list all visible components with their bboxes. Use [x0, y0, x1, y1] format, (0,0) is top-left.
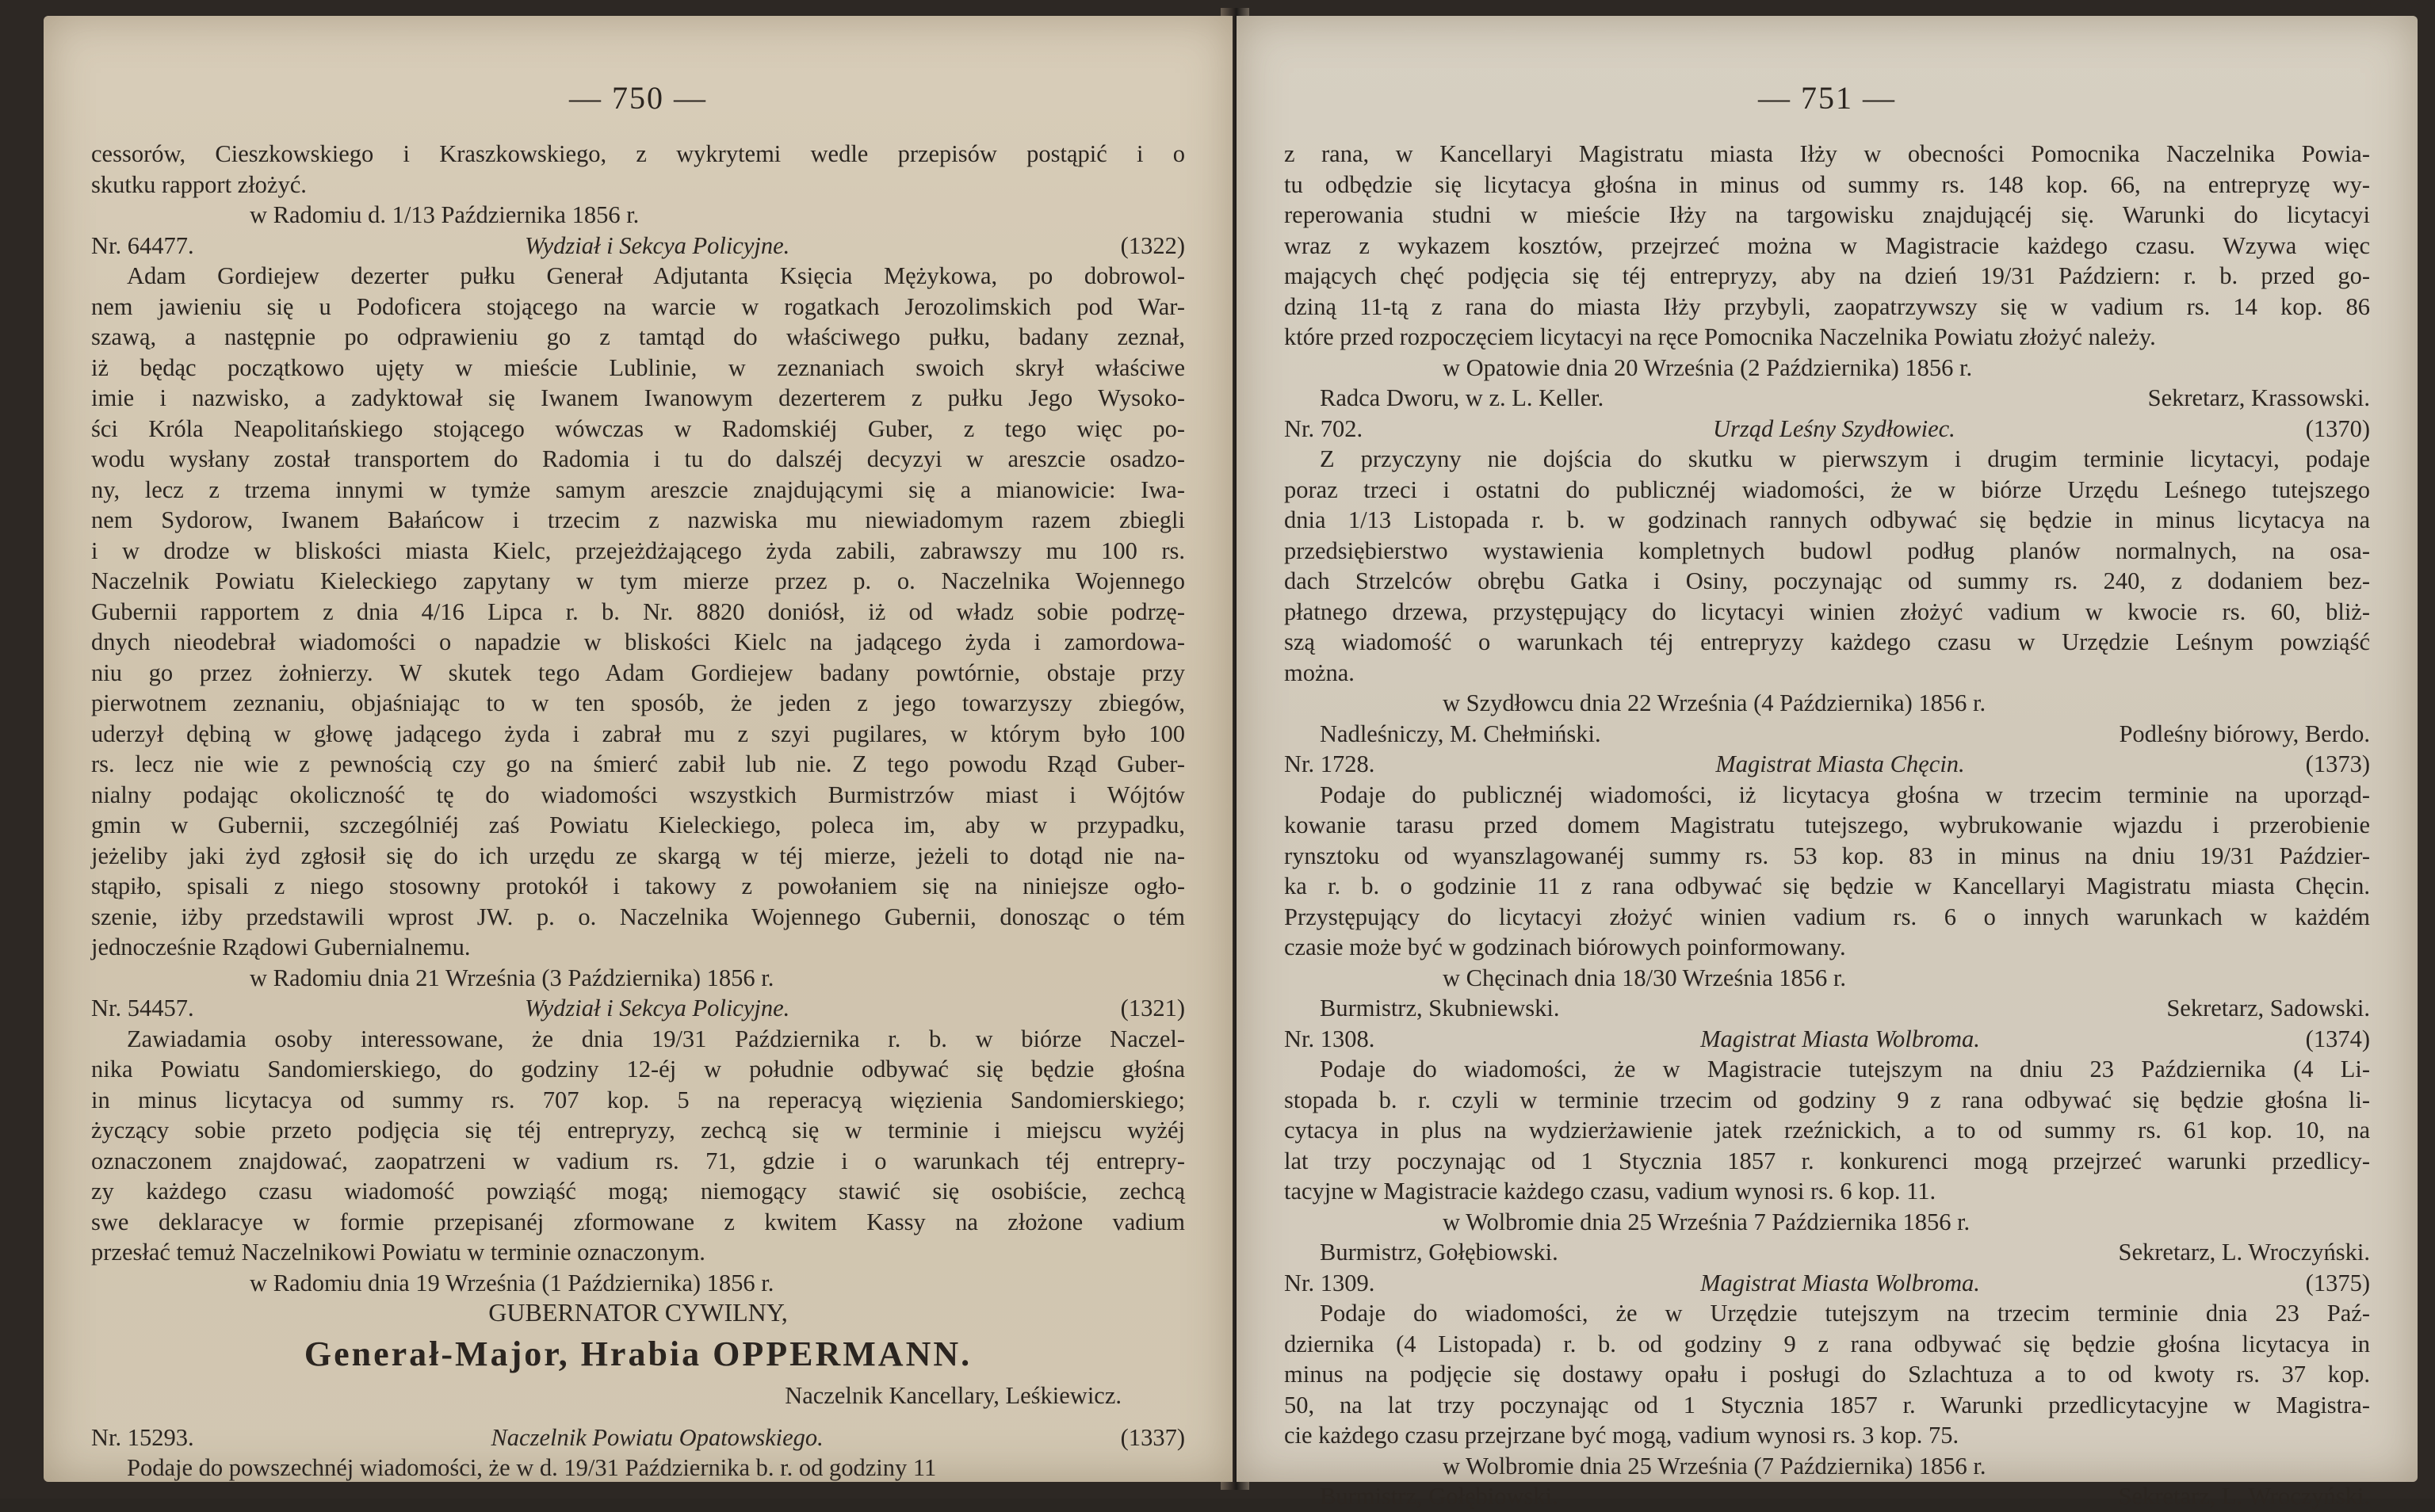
text-block	[91, 1453, 1185, 1483]
page-number-right: — 751 —	[1758, 80, 1896, 116]
text-line: ny, lecz z trzema innymi w tymże samym areszcie znajdującymi się a mianowicie: Iwa-	[91, 475, 1185, 503]
text-line: ści Króla Neapolitańskiego stojącego wówczas w Radomskiéj Guber, z tego więc po-	[91, 414, 1185, 442]
signatory-right: Sekretarz, Sadowski.	[2166, 995, 2370, 1021]
notice-header	[1284, 414, 2370, 445]
notice-number: Nr. 1309.	[1284, 1269, 1375, 1296]
text-line: nem jawieniu się u Podoficera stojącego na warcie w rogatkach Jerozolimskich pod War-	[91, 292, 1185, 320]
text-line: gmin w Gubernii, szczególniéj zaś Powiatu Kieleckiego, poleca im, aby w przypadku,	[91, 811, 1185, 838]
text-block	[1284, 1054, 2370, 1207]
place-date: w Radomiu dnia 21 Września (3 Października) 1856 r.	[250, 964, 774, 991]
place-date: w Opatowie dnia 20 Września (2 Października) 1856 r.	[1443, 353, 1973, 381]
notice-sequence: (1321)	[1120, 995, 1185, 1021]
place-date: w Chęcinach dnia 18/30 Września 1856 r.	[1443, 964, 1846, 991]
text-line: cytacya in plus na wydzierżawienie jatek rzeźnickich, a to od summy rs. 61 kop. 10, na	[1284, 1117, 2370, 1144]
text-line: 50, na lat trzy poczynając od 1 Stycznia 1857 r. Warunki przedlicytacyjne w Magistra-	[1284, 1391, 2370, 1418]
text-line: można.	[1284, 659, 1355, 686]
text-line: rynsztoku od wyanszlagowanéj summy rs. 53 kop. 83 in minus na dniu 19/31 Paździer-	[1284, 842, 2370, 869]
text-line: stąpiło, spisali z niego stosowny protokół i takowy z powołaniem się na niniejsze ogło-	[91, 872, 1185, 899]
text-line: tu odbędzie się licytacya głośna in minus od summy rs. 148 kop. 66, na entrepryzę wy-	[1284, 170, 2370, 198]
text-line: dnia 1/13 Listopada r. b. w godzinach rannych odbywać się będzie in minus licytacya na	[1284, 506, 2370, 533]
signature-line	[1284, 993, 2370, 1024]
signatory-left: Burmistrz, Gołębiowski.	[1320, 1239, 1558, 1266]
text-line: Adam Gordiejew dezerter pułku Generał Adjutanta Księcia Mężykowa, po dobrowol-	[127, 262, 1185, 289]
notice-sequence: (1337)	[1120, 1423, 1185, 1451]
text-block	[1284, 444, 2370, 688]
text-line: wodu wysłany został transportem do Radomia i tu do dalszéj decyzyi w areszcie osadzo-	[91, 445, 1185, 472]
text-line: dnych nieodebrał wiadomości o napadzie w bliskości Kielc na jadącego żyda i zamordowa-	[91, 628, 1185, 655]
governor-title: GUBERNATOR CYWILNY,	[488, 1298, 788, 1327]
text-line: i w drodze w bliskości miasta Kielc, przejeżdżającego żyda zabili, zabrawszy mu 100 rs.	[91, 536, 1185, 564]
text-line: oznaczonem znajdować, zaopatrzeni w vadium rs. 71, gdzie i o warunkach téj entrepry-	[91, 1147, 1185, 1174]
text-line: ka r. b. o godzinie 11 z rana odbywać się będzie w Kancellaryi Magistratu miasta Chęcin.	[1284, 872, 2370, 899]
signature-line	[1284, 719, 2370, 750]
notice-number: Nr. 54457.	[91, 995, 194, 1021]
text-line: jednocześnie Rządowi Gubernialnemu.	[91, 934, 471, 960]
text-line: które przed rozpoczęciem licytacyi na ręce Pomocnika Naczelnika Powiatu złożyć należy.	[1284, 323, 2156, 350]
text-line: poraz trzeci i ostatni do publicznéj wiadomości, że w biórze Urzędu Leśnego tutejszego	[1284, 475, 2370, 503]
issuing-office: Magistrat Miasta Chęcin.	[1715, 750, 1965, 777]
left-page-content	[91, 48, 1185, 1481]
text-line: zy każdego czasu wiadomość powziąść mogą; niemogący stawić się osobiście, zechcą	[91, 1178, 1185, 1205]
signatory-left: Nadleśniczy, M. Chełmiński.	[1320, 720, 1601, 747]
notice-header	[1284, 1268, 2370, 1299]
text-line: lat trzy poczynając od 1 Stycznia 1857 r. konkurenci mogą przejrzeć warunki przedlicy-	[1284, 1147, 2370, 1174]
place-date: w Wolbromie dnia 25 Września (7 Października) 1856 r.	[1443, 1452, 1986, 1480]
governor-name: Generał-Major, Hrabia OPPERMANN.	[304, 1334, 973, 1373]
notice-sequence: (1370)	[2305, 414, 2370, 442]
notice-sequence: (1375)	[2305, 1269, 2370, 1296]
text-line: in minus licytacya od summy rs. 707 kop. 5 na reperacyą więzienia Sandomierskiego;	[91, 1086, 1185, 1113]
chancellery-signature: Naczelnik Kancellary, Leśkiewicz.	[785, 1382, 1122, 1409]
text-line: Podaje do publicznéj wiadomości, iż licytacya głośna w trzecim terminie na uporząd-	[1320, 781, 2370, 808]
text-line: z rana, w Kancellaryi Magistratu miasta Iłży w obecności Pomocnika Naczelnika Powia-	[1284, 140, 2370, 167]
text-line: Z przyczyny nie dojścia do skutku w pierwszym i drugim terminie licytacyi, podaje	[1320, 445, 2370, 472]
place-date: w Szydłowcu dnia 22 Września (4 Października) 1856 r.	[1443, 689, 1986, 716]
right-page	[1237, 16, 2418, 1510]
issuing-office: Urząd Leśny Szydłowiec.	[1712, 414, 1955, 442]
text-line: nika Powiatu Sandomierskiego, do godziny 12-éj w południe odbywać się będzie głośna	[91, 1056, 1185, 1082]
text-line: szą wiadomość o warunkach téj entrepryzy każdego czasu w Urzędzie Leśnym powziąść	[1284, 628, 2370, 655]
text-line: imie i nazwisko, a zadyktował się Iwanem Iwanowym dezerterem z pułku Jego Wysoko-	[91, 384, 1185, 411]
notice-number: Nr. 1308.	[1284, 1025, 1375, 1052]
text-block	[91, 139, 1185, 200]
notice-number: Nr. 64477.	[91, 231, 194, 259]
text-line: skutku rapport złożyć.	[91, 170, 307, 198]
text-line: dziernika (4 Listopada) r. b. od godziny 9 z rana odbywać się będzie głośna licytacya in	[1284, 1330, 2370, 1357]
signatory-left: Radca Dworu, w z. L. Keller.	[1320, 384, 1604, 411]
text-line: życzący sobie przeto podjęcia się téj entrepryzy, zechcą się w terminie i miejscu wyżéj	[91, 1117, 1185, 1144]
signatory-left: Burmistrz, Gołębiowski.	[1320, 1483, 1558, 1510]
notice-sequence: (1322)	[1120, 231, 1185, 259]
notice-number: Nr. 15293.	[91, 1423, 194, 1451]
signature-line	[1284, 1237, 2370, 1268]
notice-sequence: (1373)	[2305, 750, 2370, 777]
text-line: Naczelnik Powiatu Kieleckiego zapytany w tym mierze przez p. o. Naczelnika Wojennego	[91, 567, 1185, 594]
signature-line	[1284, 383, 2370, 414]
text-line: tacyjne w Magistracie każdego czasu, vadium wynosi rs. 6 kop. 11.	[1284, 1178, 1936, 1205]
notice-header	[91, 1422, 1185, 1453]
notice-header	[91, 993, 1185, 1024]
notice-header	[91, 231, 1185, 262]
issuing-office: Magistrat Miasta Wolbroma.	[1700, 1025, 1980, 1052]
text-line: Podaje do wiadomości, że w Urzędzie tutejszym na trzecim terminie dnia 23 Paź-	[1320, 1300, 2370, 1327]
text-line: minus na podjęcie się dostawy opału i posługi do Szlachtuza a to od kwoty rs. 37 kop.	[1284, 1361, 2370, 1388]
text-line: szenie, iżby przedstawili wprost JW. p. o. Naczelnika Wojennego Gubernii, donosząc o tém	[91, 903, 1185, 930]
text-block	[91, 261, 1185, 963]
text-line: przesłać temuż Naczelnikowi Powiatu w terminie oznaczonym.	[91, 1239, 705, 1266]
text-block	[1284, 780, 2370, 963]
issuing-office: Naczelnik Powiatu Opatowskiego.	[491, 1423, 824, 1451]
text-line: wraz z wykazem kosztów, przejrzeć można w Magistracie każdego czasu. Wzywa więc	[1284, 231, 2370, 259]
left-page	[44, 16, 1233, 1482]
signature-line	[1284, 1481, 2370, 1512]
notice-header	[1284, 749, 2370, 780]
text-line: swe deklaracye w formie przepisanéj zformowane z kwitem Kassy na złożone vadium	[91, 1208, 1185, 1235]
text-line: Podaje do wiadomości, że w Magistracie tutejszym na dniu 23 Października (4 Li-	[1320, 1056, 2370, 1082]
text-line: dziną 11-tą z rana do miasta Iłży przybyli, zaopatrzywszy się w vadium rs. 14 kop. 86	[1284, 292, 2370, 320]
notice-header	[1284, 1024, 2370, 1055]
place-date: w Radomiu d. 1/13 Października 1856 r.	[250, 201, 640, 228]
signatory-right: Sekretarz, L. Wroczyński.	[2118, 1483, 2370, 1510]
text-line: iż będąc początkowo ujęty w mieście Lublinie, w zeznaniach swoich skrył właściwe	[91, 353, 1185, 381]
issuing-office: Wydział i Sekcya Policyjne.	[525, 995, 790, 1021]
text-line: reperowania studni w mieście Iłży na targowisku znajdującéj się. Warunki do licytacyi	[1284, 201, 2370, 228]
place-date: w Radomiu dnia 19 Września (1 Października) 1856 r.	[250, 1269, 774, 1296]
text-line: cie każdego czasu przejrzane być mogą, vadium wynosi rs. 3 kop. 75.	[1284, 1422, 1959, 1449]
text-line: przedsiębierstwo wystawienia kompletnych budowl podług planów normalnych, na osa-	[1284, 536, 2370, 564]
text-line: pierwotnem zeznaniu, objaśniając to w ten sposób, że jeden z jego towarzyszy zbiegów,	[91, 689, 1185, 716]
text-line: Gubernii rapportem z dnia 4/16 Lipca r. b. Nr. 8820 doniósł, iż od władz sobie podrzę-	[91, 598, 1185, 625]
text-line: szawą, a następnie po odprawieniu go z tamtąd do właściwego pułku, badany zeznał,	[91, 323, 1185, 350]
text-line: stopada b. r. czyli w terminie trzecim od godziny 9 z rana odbywać się będzie głośna li-	[1284, 1086, 2370, 1113]
text-line: Przystępujący do licytacyi złożyć winien vadium rs. 6 o innych warunkach w każdém	[1284, 903, 2370, 930]
notice-sequence: (1374)	[2305, 1025, 2370, 1052]
place-date: w Wolbromie dnia 25 Września 7 Października 1856 r.	[1443, 1208, 1971, 1235]
text-line: uderzył dębiną w głowę jadącego żyda i zabrał mu z szyi pugilares, w którym było 100	[91, 720, 1185, 747]
text-line: mających chęć podjęcia się téj entrepryzy, aby na dzień 19/31 Październ: r. b. przed go-	[1284, 262, 2370, 289]
text-block	[91, 1024, 1185, 1268]
text-block	[1284, 139, 2370, 353]
text-line: nialny podając okoliczność tę do wiadomości wszystkich Burmistrzów miast i Wójtów	[91, 781, 1185, 808]
page-number-left: — 750 —	[569, 80, 707, 116]
text-line: kowanie tarasu przed domem Magistratu tutejszego, wybrukowanie wjazdu i przerobienie	[1284, 811, 2370, 838]
signatory-right: Sekretarz, Krassowski.	[2147, 384, 2370, 411]
right-page-content	[1284, 48, 2370, 1510]
notice-number: Nr. 1728.	[1284, 750, 1375, 777]
signatory-left: Burmistrz, Skubniewski.	[1320, 995, 1560, 1021]
text-line: czasie może być w godzinach biórowych poinformowany.	[1284, 934, 1846, 960]
text-line: nem Sydorow, Iwanem Bałańcow i trzecim z nazwiska mu niewiadomym razem zbiegli	[91, 506, 1185, 533]
text-line: Zawiadamia osoby interessowane, że dnia 19/31 Października r. b. w biórze Naczel-	[127, 1025, 1185, 1052]
issuing-office: Magistrat Miasta Wolbroma.	[1700, 1269, 1980, 1296]
signatory-right: Sekretarz, L. Wroczyński.	[2118, 1239, 2370, 1266]
issuing-office: Wydział i Sekcya Policyjne.	[525, 231, 790, 259]
text-line: rs. lecz nie wie z pewnością czy go na śmierć zabił lub nie. Z tego powodu Rząd Guber-	[91, 750, 1185, 777]
text-line: dach Strzelców obrębu Gatka i Osiny, poczynając od summy rs. 240, z dodaniem bez-	[1284, 567, 2370, 594]
notice-number: Nr. 702.	[1284, 414, 1363, 442]
text-line: Podaje do powszechnéj wiadomości, że w d. 19/31 Października b. r. od godziny 11	[127, 1454, 937, 1481]
text-block	[1284, 1298, 2370, 1451]
text-line: jeżeliby jaki żyd zgłosił się do ich urzędu ze skargą w téj mierze, jeżeli to dotąd nie na-	[91, 842, 1185, 869]
signatory-right: Podleśny biórowy, Berdo.	[2119, 720, 2370, 747]
text-line: cessorów, Cieszkowskiego i Kraszkowskiego, z wykrytemi wedle przepisów postąpić i o	[91, 140, 1185, 167]
text-line: płatnego drzewa, przystępujący do licytacyi winien złożyć vadium w kwocie rs. 60, bliż-	[1284, 598, 2370, 625]
text-line: niu go przez żołnierzy. W skutek tego Adam Gordiejew badany powtórnie, obstaje przy	[91, 659, 1185, 686]
